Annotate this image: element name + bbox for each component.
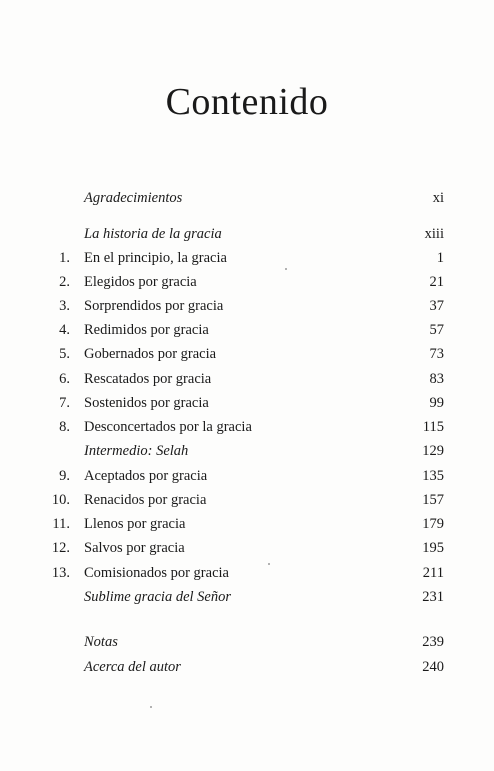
toc-entry-number: 1. (59, 250, 70, 266)
toc-entry (0, 294, 494, 318)
print-speck (285, 268, 287, 270)
toc-entry (0, 367, 494, 391)
toc-entry-page: 129 (422, 443, 444, 459)
toc-entry-number: 13. (51, 565, 70, 581)
toc-entry-number: 11. (52, 516, 70, 532)
toc-entry-page: 115 (422, 419, 444, 435)
print-speck (150, 706, 152, 708)
toc-entry-label: Llenos por gracia (84, 516, 186, 532)
toc-entry-page: 157 (422, 492, 444, 508)
toc-entry-page: 211 (422, 565, 444, 581)
toc-entry-page: 37 (429, 298, 444, 314)
toc-entry-number: 9. (59, 468, 70, 484)
toc-entry-page: xi (432, 190, 444, 206)
toc-entry-label: Rescatados por gracia (84, 371, 212, 387)
toc-entry (0, 464, 494, 488)
print-speck (268, 563, 270, 565)
toc-entry-label: Comisionados por gracia (84, 565, 229, 581)
toc-entry-page: 239 (422, 634, 444, 650)
toc-entry-label: Acerca del autor (84, 659, 181, 675)
toc-entry-number: 2. (59, 274, 70, 290)
toc-entry-label: Sostenidos por gracia (84, 395, 209, 411)
toc-entry (0, 655, 494, 679)
toc-entry-label: Notas (84, 634, 118, 650)
toc-entry (0, 318, 494, 342)
toc-entry (0, 270, 494, 294)
toc-entry (0, 186, 494, 210)
toc-entry-label: Sorprendidos por gracia (84, 298, 224, 314)
toc-entry-label: Gobernados por gracia (84, 346, 217, 362)
toc-entry (0, 439, 494, 463)
toc-entry-label: En el principio, la gracia (84, 250, 227, 266)
toc-entry-number: 5. (59, 346, 70, 362)
toc-entry (0, 561, 494, 585)
toc-entry-number: 3. (59, 298, 70, 314)
toc-entry-label: Salvos por gracia (84, 540, 185, 556)
toc-entry (0, 630, 494, 654)
toc-entry-number: 8. (59, 419, 70, 435)
toc-entry (0, 222, 494, 246)
toc-entry-label: Desconcertados por la gracia (84, 419, 252, 435)
toc-entry-label: Redimidos por gracia (84, 322, 209, 338)
toc-entry-label: La historia de la gracia (84, 226, 222, 242)
toc-entry-page: 83 (429, 371, 444, 387)
toc-entry-page: 1 (436, 250, 444, 266)
toc-entry (0, 246, 494, 270)
toc-entry-page: 240 (422, 659, 444, 675)
toc-entry-number: 6. (59, 371, 70, 387)
toc-entry-label: Elegidos por gracia (84, 274, 197, 290)
toc-entry-page: 195 (422, 540, 444, 556)
toc-entry-number: 7. (59, 395, 70, 411)
toc-entry-page: 99 (429, 395, 444, 411)
toc-entry-number: 4. (59, 322, 70, 338)
toc-entry-number: 10. (51, 492, 70, 508)
toc-entry (0, 391, 494, 415)
toc-entry-number: 12. (51, 540, 70, 556)
toc-entry (0, 342, 494, 366)
toc-entry-page: 231 (422, 589, 444, 605)
toc-entry-label: Intermedio: Selah (84, 443, 189, 459)
toc-entry-label: Aceptados por gracia (84, 468, 208, 484)
toc-entry (0, 585, 494, 609)
toc-entry-label: Sublime gracia del Señor (84, 589, 231, 605)
toc-entry-page: xiii (424, 226, 444, 242)
toc-entry (0, 415, 494, 439)
toc-entry-label: Agradecimientos (84, 190, 183, 206)
toc-entry (0, 536, 494, 560)
page-title: Contenido (165, 81, 329, 123)
toc-entry-page: 135 (422, 468, 444, 484)
toc-entry-page: 57 (429, 322, 444, 338)
toc-entry-label: Renacidos por gracia (84, 492, 207, 508)
toc-entry-page: 21 (429, 274, 444, 290)
toc-entry (0, 488, 494, 512)
toc-entry (0, 512, 494, 536)
toc-entry-page: 179 (422, 516, 444, 532)
toc-entry-page: 73 (429, 346, 444, 362)
